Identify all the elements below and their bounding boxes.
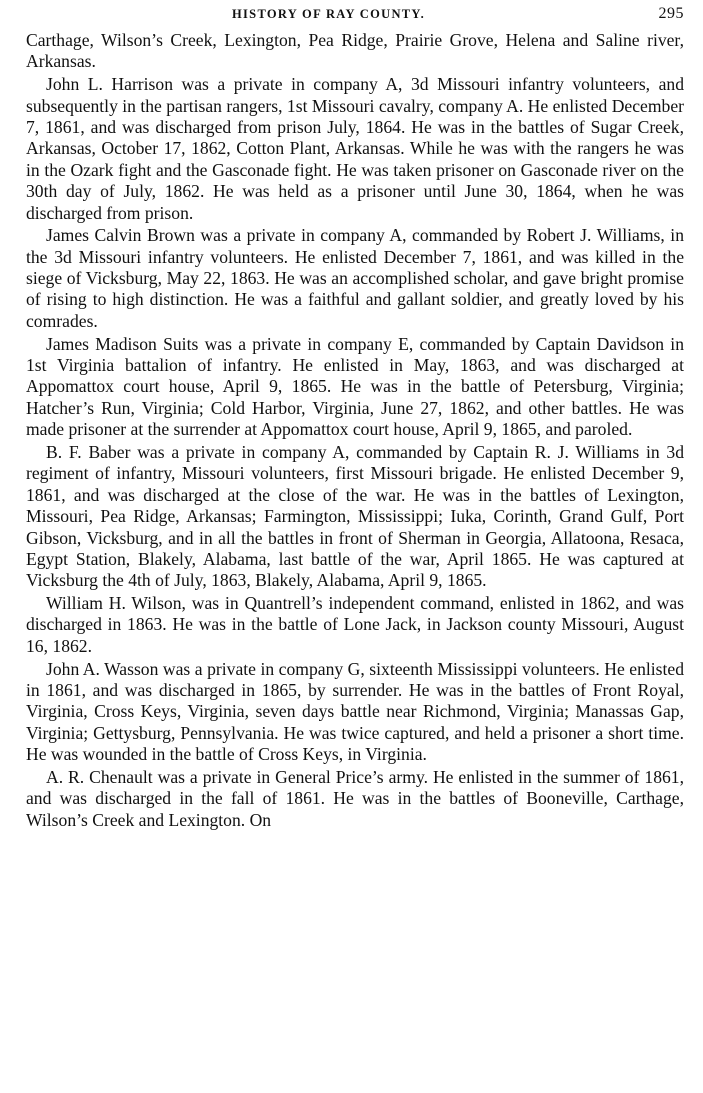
paragraph-john-a-wasson: John A. Wasson was a private in company G, sixteenth Mississippi volunteers. He enlisted in 1861, and was discharged in 1865, by surrender. He was in the battles of Front Royal, Virginia, Cross Keys, Virginia, seven days battle near Richmond, Virginia; Manassas Gap, Virginia; Gettysburg, Pennsylvania. He was twice captured, and held a prisoner a short time. He was wounded in the battle of Cross Keys, in Virginia.	[26, 658, 684, 765]
paragraph-william-h-wilson: William H. Wilson, was in Quantrell’s independent command, enlisted in 1862, and was discharged in 1863. He was in the battle of Lone Jack, in Jackson county Missouri, August 16, 1862.	[26, 593, 684, 656]
body-text	[26, 30, 684, 831]
page-number: 295	[658, 5, 684, 22]
running-head	[26, 0, 684, 30]
paragraph-james-calvin-brown: James Calvin Brown was a private in company A, commanded by Robert J. Williams, in the 3d Missouri infantry volunteers. He enlisted December 7, 1861, and was killed in the siege of Vicksburg, May 22, 1863. He was an accomplished scholar, and gave bright promise of rising to high distinction. He was a faithful and gallant soldier, and greatly loved by his comrades.	[26, 225, 684, 331]
paragraph-john-l-harrison: John L. Harrison was a private in company A, 3d Missouri infantry volunteers, and subsequently in the partisan rangers, 1st Missouri cavalry, company A. He enlisted December 7, 1861, and was discharged from prison July, 1864. He was in the battles of Sugar Creek, Arkansas, October 17, 1862, Cotton Plant, Arkansas. While he was with the rangers he was in the Ozark fight and the Gasconade fight. He was taken prisoner on Gasconade river on the 30th day of July, 1862. He was held as a prisoner until June 30, 1864, when he was discharged from prison.	[26, 74, 684, 223]
running-title: HISTORY OF RAY COUNTY.	[232, 7, 426, 21]
book-page	[26, 0, 684, 831]
paragraph-james-madison-suits: James Madison Suits was a private in company E, commanded by Captain Davidson in 1st Virginia battalion of infantry. He enlisted in May, 1863, and was discharged at Appomattox court house, April 9, 1865. He was in the battle of Petersburg, Virginia; Hatcher’s Run, Virginia; Cold Harbor, Virginia, June 27, 1862, and other battles. He was made prisoner at the surrender at Appomattox court house, April 9, 1865, and paroled.	[26, 333, 684, 440]
paragraph-continuation: Carthage, Wilson’s Creek, Lexington, Pea Ridge, Prairie Grove, Helena and Saline river, Arkansas.	[26, 30, 684, 72]
paragraph-a-r-chenault: A. R. Chenault was a private in General Price’s army. He enlisted in the summer of 1861, and was discharged in the fall of 1861. He was in the battles of Booneville, Carthage, Wilson’s Creek and Lexington. On	[26, 766, 684, 830]
paragraph-b-f-baber: B. F. Baber was a private in company A, commanded by Captain R. J. Williams in 3d regiment of infantry, Missouri volunteers, first Missouri brigade. He enlisted December 9, 1861, and was discharged at the close of the war. He was in the battles of Lexington, Missouri, Pea Ridge, Arkansas; Farmington, Mississippi; Iuka, Corinth, Grand Gulf, Port Gibson, Vicksburg, and in all the battles in front of Sherman in Georgia, Allatoona, Resaca, Egypt Station, Blakely, Alabama, last battle of the war, April 1865. He was captured at Vicksburg the 4th of July, 1863, Blakely, Alabama, April 9, 1865.	[26, 441, 684, 591]
